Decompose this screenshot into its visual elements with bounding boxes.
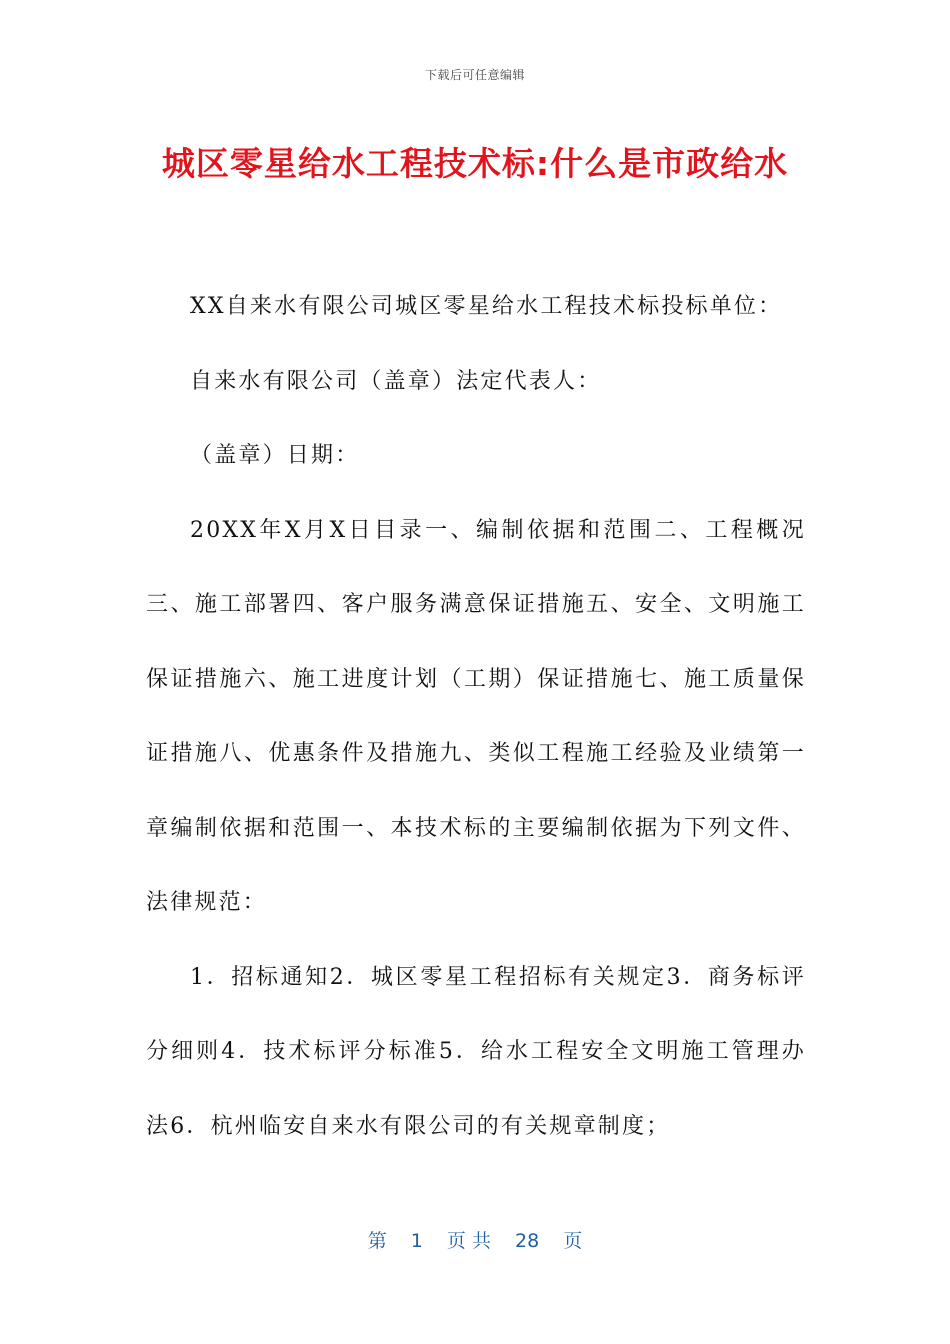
paragraph-date-label: （盖章）日期： <box>190 443 360 468</box>
footer-middle: 页 共 <box>446 1230 491 1252</box>
footer-prefix: 第 <box>367 1230 387 1252</box>
paragraph-representative: 自来水有限公司（盖章）法定代表人： <box>190 368 602 394</box>
paragraph-basis-list: 1．招标通知2．城区零星工程招标有关规定3．商务标评分细则4．技术标评分标准5．给水工程安全文明施工管理办法6．杭州临安自来水有限公司的有关规章制度； <box>146 964 806 1139</box>
document-title: 城区零星给水工程技术标:什么是市政给水 <box>161 144 789 183</box>
paragraph-contents: 20XX年X月X日目录一、编制依据和范围二、工程概况三、施工部署四、客户服务满意保证措施五、安全、文明施工保证措施六、施工进度计划（工期）保证措施七、施工质量保证措施八、优惠条件及措施九、类似工程施工经验及业绩第一章编制依据和范围一、本技术标的主要编制依据为下列文件、法律规范： <box>146 517 806 915</box>
footer-suffix: 页 <box>563 1230 583 1252</box>
document-body <box>146 270 806 1164</box>
footer-page-number: 1 <box>410 1230 423 1252</box>
footer-total-pages: 28 <box>515 1230 540 1252</box>
header-note: 下载后可任意编辑 <box>424 68 525 82</box>
paragraph-bidder: XX自来水有限公司城区零星给水工程技术标投标单位： <box>190 294 783 319</box>
page-footer <box>0 1226 950 1253</box>
